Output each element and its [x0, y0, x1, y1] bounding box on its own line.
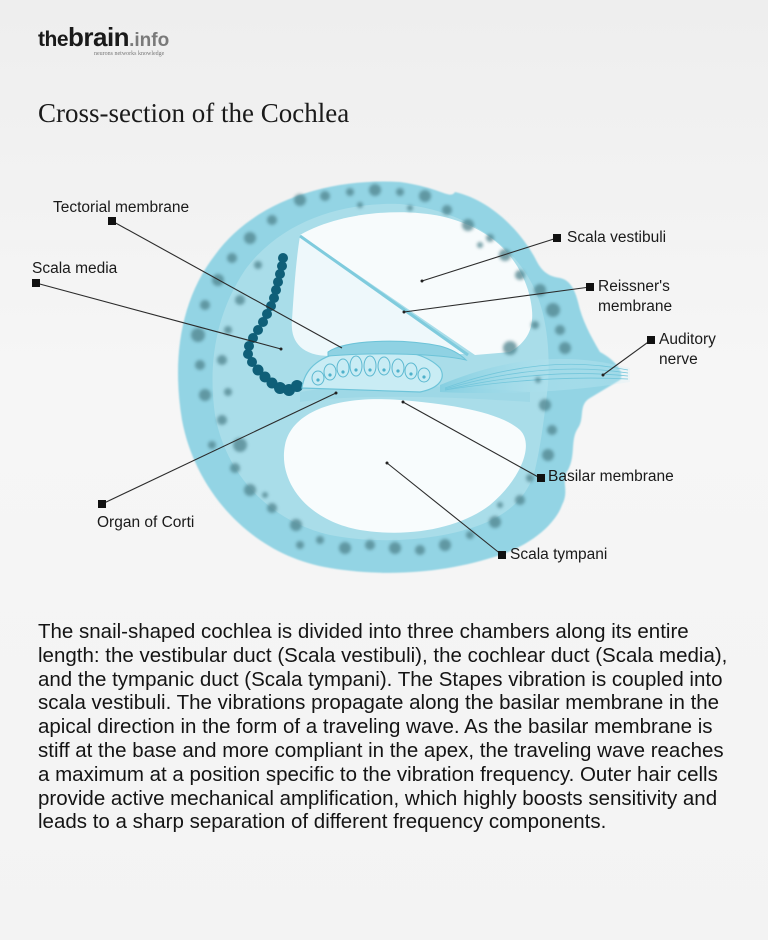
label-scala-media: Scala media: [32, 260, 118, 277]
label-auditory-nerve: [659, 330, 716, 370]
label-scala-vestibuli: Scala vestibuli: [567, 229, 667, 246]
label-reissners-line2: membrane: [598, 298, 673, 315]
description-paragraph: The snail-shaped cochlea is divided into three chambers along its entire length: the vestibular duct (Scala vestibuli), the cochlear duct (Scala media), and the tympanic duct (Scala tympani). The Stapes vibration is coupled into scala vestibuli. The vibrations propagate along the basilar membrane in the apical direction in the form of a traveling wave. As the basilar membrane is stiff at the base and more compliant in the apex, the traveling wave reaches a maximum at a position specific to the vibration frequency. Outer hair cells provide active mechanical amplification, which highly boosts sensitivity and leads to a sharp separation of different frequency components.: [38, 620, 728, 834]
label-tectorial-membrane: Tectorial membrane: [53, 199, 190, 216]
label-reissners-line1: Reissner's: [598, 278, 670, 295]
label-reissners-membrane: [598, 277, 672, 317]
label-auditory-line1: Auditory: [659, 331, 716, 348]
logo-text-the: the: [38, 28, 68, 51]
label-scala-tympani: Scala tympani: [510, 546, 608, 563]
logo-text-info: .info: [129, 30, 170, 51]
logo-tagline: neurons networks knowledge: [94, 51, 165, 57]
label-basilar-membrane: Basilar membrane: [548, 468, 674, 485]
page-title: Cross-section of the Cochlea: [38, 98, 350, 128]
label-auditory-line2: nerve: [659, 351, 698, 368]
logo-text-brain: brain: [68, 22, 130, 52]
label-organ-of-corti: Organ of Corti: [97, 514, 195, 531]
